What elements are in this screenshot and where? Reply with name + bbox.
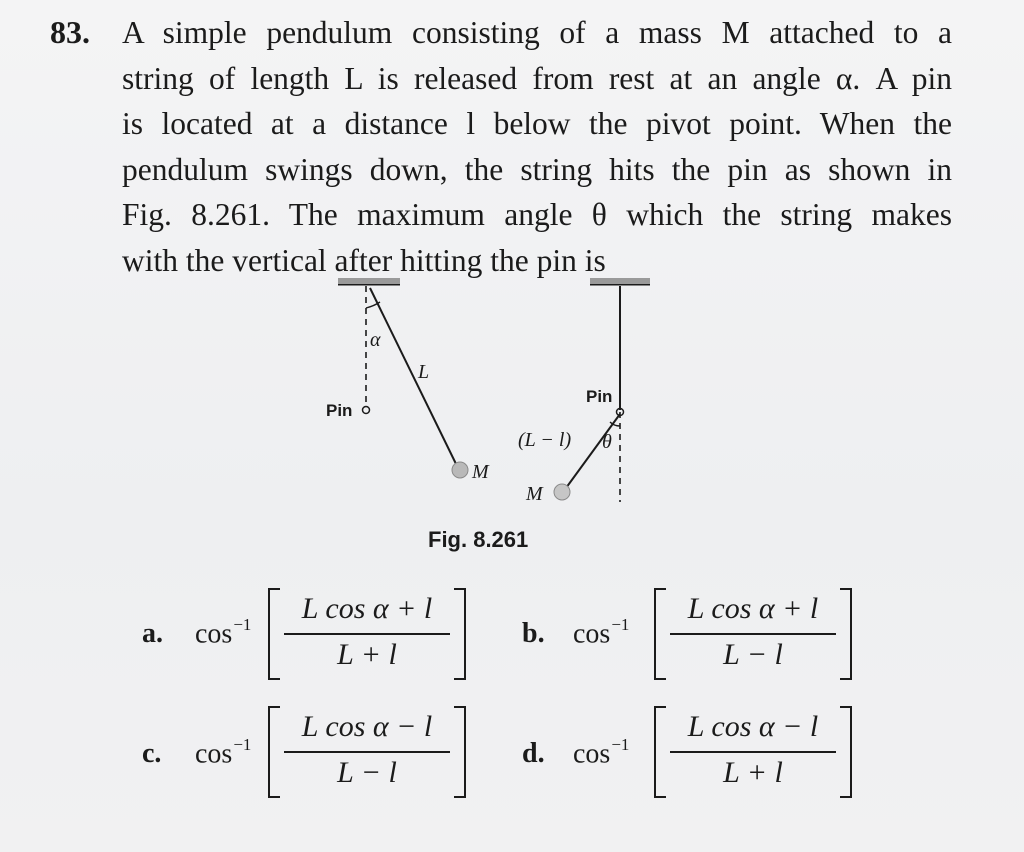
right-string bbox=[566, 414, 620, 488]
left-mass bbox=[452, 462, 468, 478]
question-text bbox=[122, 10, 952, 283]
cos-function bbox=[573, 737, 629, 770]
figure-caption: Fig. 8.261 bbox=[428, 527, 529, 552]
function-name: cos bbox=[195, 738, 233, 770]
function-name: cos bbox=[573, 738, 611, 770]
left-mass-label: M bbox=[472, 461, 489, 483]
denominator: L − l bbox=[337, 756, 397, 789]
question-line: Fig. 8.261. The maximum angle θ which the string makes bbox=[122, 197, 952, 232]
left-pin-label: Pin bbox=[326, 401, 353, 420]
theta-label: θ bbox=[602, 431, 612, 453]
right-mass bbox=[554, 484, 570, 500]
question-line: with the vertical after hitting the pin is bbox=[122, 242, 606, 278]
right-mass-label: M bbox=[526, 483, 543, 505]
question-line: pendulum swings down, the string hits the pin as shown in bbox=[122, 151, 952, 187]
pendulum-figure bbox=[320, 276, 680, 516]
left-pin bbox=[363, 407, 370, 414]
length-label: L bbox=[418, 361, 430, 383]
bracket-fraction bbox=[268, 588, 466, 680]
bracket-fraction bbox=[654, 588, 852, 680]
numerator: L cos α + l bbox=[687, 592, 819, 625]
option-letter: c. bbox=[142, 738, 162, 769]
right-pin-label: Pin bbox=[586, 387, 613, 406]
question-line: A simple pendulum consisting of a mass M attached to a bbox=[122, 15, 952, 50]
left-ceiling bbox=[338, 278, 400, 284]
exponent: −1 bbox=[233, 735, 252, 754]
bracket-fraction bbox=[654, 706, 852, 798]
right-ceiling bbox=[590, 278, 650, 284]
fraction-line bbox=[670, 751, 836, 753]
cos-function bbox=[195, 737, 251, 770]
numerator: L cos α − l bbox=[687, 710, 819, 743]
fraction-line bbox=[284, 751, 450, 753]
numerator: L cos α − l bbox=[301, 710, 433, 743]
denominator: L − l bbox=[723, 638, 783, 671]
question-line: string of length L is released from rest at an angle α. A pin bbox=[122, 60, 952, 96]
denominator: L + l bbox=[723, 756, 783, 789]
cos-function bbox=[573, 617, 629, 650]
bracket-fraction bbox=[268, 706, 466, 798]
question-line: is located at a distance l below the pivot point. When the bbox=[122, 106, 952, 141]
fraction-line bbox=[670, 633, 836, 635]
question-number: 83. bbox=[50, 14, 90, 50]
cos-function bbox=[195, 617, 251, 650]
option-letter: b. bbox=[522, 618, 545, 649]
alpha-label: α bbox=[370, 329, 381, 351]
segment-label: (L − l) bbox=[518, 429, 572, 451]
exponent: −1 bbox=[611, 735, 630, 754]
function-name: cos bbox=[195, 618, 233, 650]
option-letter: a. bbox=[142, 618, 163, 649]
left-string bbox=[370, 288, 458, 468]
function-name: cos bbox=[573, 618, 611, 650]
fraction-line bbox=[284, 633, 450, 635]
exponent: −1 bbox=[611, 615, 630, 634]
numerator: L cos α + l bbox=[301, 592, 433, 625]
exponent: −1 bbox=[233, 615, 252, 634]
denominator: L + l bbox=[337, 638, 397, 671]
option-letter: d. bbox=[522, 738, 545, 769]
